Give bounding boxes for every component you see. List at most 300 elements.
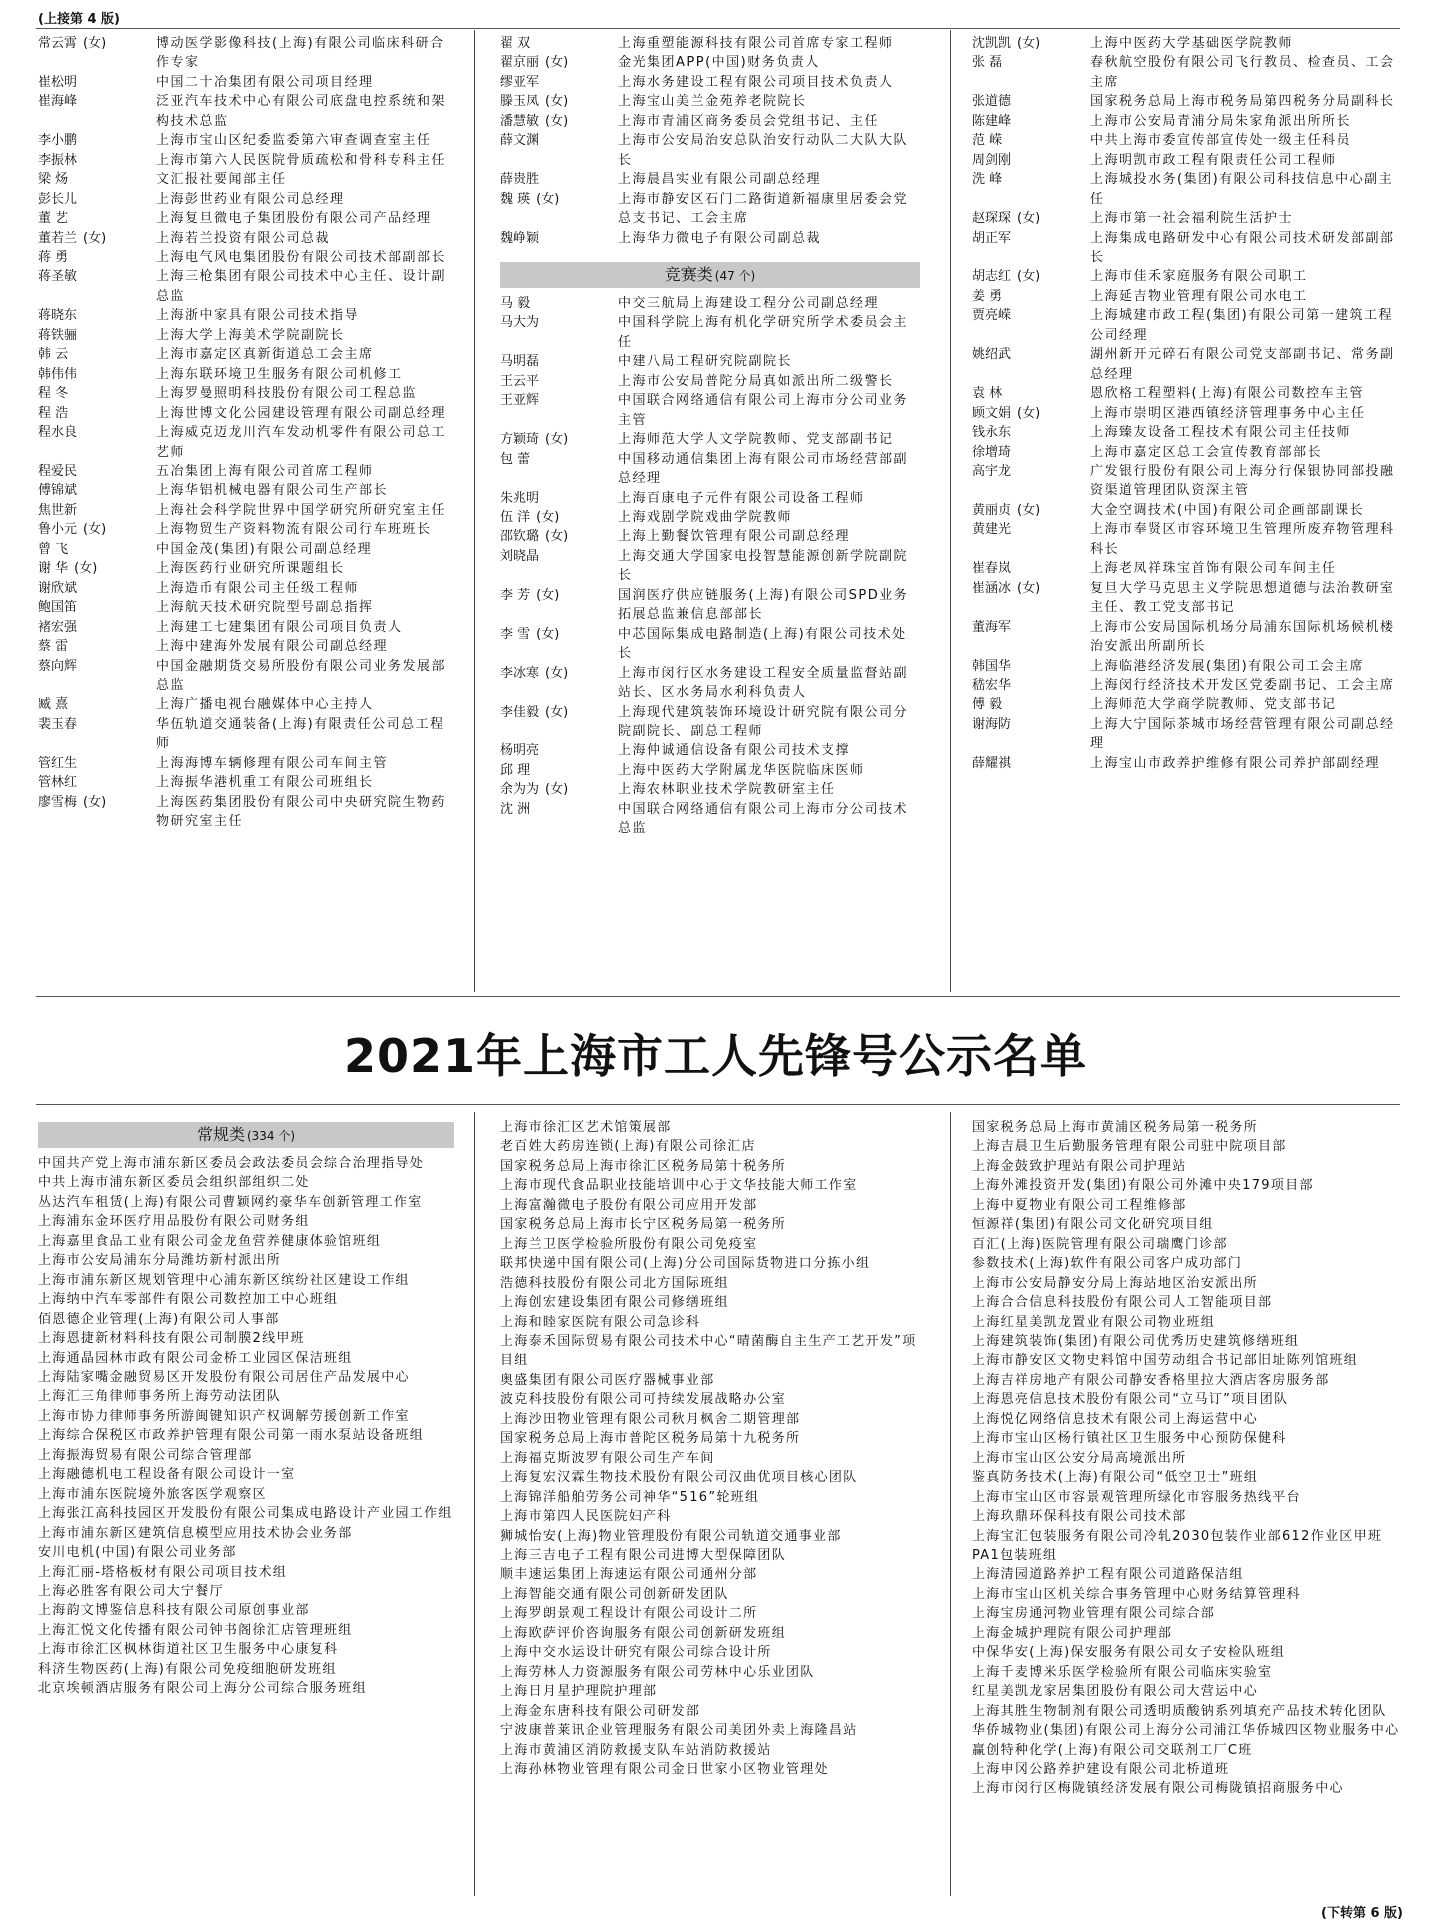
honoree-name-cell [500,741,618,760]
honoree-name-cell [972,34,1090,53]
team-entry: 上海市第四人民医院妇产科 [500,1509,672,1525]
team-entry: 上海韵文博鉴信息科技有限公司原创事业部 [38,1603,310,1619]
honoree-name-cell [500,294,618,313]
team-entry: 顺丰速运集团上海速运有限公司通州分部 [500,1567,758,1583]
honoree-name-cell [38,540,156,559]
honoree-gender: (女) [545,704,569,720]
honoree-name-cell [38,190,156,209]
honoree-name: 周剑刚 [972,152,1012,168]
honoree-title: 中国二十冶集团有限公司项目经理 [156,74,374,90]
honoree-name-cell [38,92,156,131]
honoree-title: 上海重塑能源科技有限公司首席专家工程师 [618,36,894,51]
team-entry: 上海市宝山区杨行镇社区卫生服务中心预防保健科 [972,1431,1287,1447]
honoree-name-cell [972,657,1090,676]
team-entry: 上海汇三角律师事务所上海劳动法团队 [38,1389,282,1405]
honoree-entry [972,404,1400,423]
team-entry: 恒源祥(集团)有限公司文化研究项目组 [972,1217,1214,1233]
honoree-title: 上海物贸生产资料物流有限公司行车班班长 [156,522,432,538]
honoree-name-cell [38,773,156,792]
team-entry: 上海市宝山区公安分局高境派出所 [972,1450,1187,1466]
section-count: (334 个) [246,1129,296,1143]
honoree-name: 裴玉春 [38,716,78,732]
team-entry: 上海千麦博米乐医学检验所有限公司临床实验室 [972,1664,1273,1680]
honoree-name: 傅锦斌 [38,483,78,499]
honoree-title: 上海明凯市政工程有限责任公司工程师 [1090,152,1337,168]
honoree-name: 管林红 [38,775,78,791]
column-divider [950,30,951,992]
team-entry: 上海市协力律师事务所游闽键知识产权调解劳援创新工作室 [38,1408,410,1424]
honoree-name: 董若兰 [38,230,78,246]
section-count: (47 个) [714,268,756,283]
honoree-title: 上海彭世药业有限公司总经理 [156,191,345,207]
team-entry: 波克科技股份有限公司可持续发展战略办公室 [500,1392,787,1408]
honoree-title: 中国金茂(集团)有限公司副总经理 [156,541,373,557]
honoree-entry [972,112,1400,131]
honoree-entry [38,190,454,209]
honoree-name-cell [972,695,1090,714]
honoree-name: 魏 瑛 [500,191,531,207]
section-header-contest [500,262,920,288]
honoree-name-cell [38,306,156,325]
honoree-name-cell [972,501,1090,520]
honoree-name-cell [972,267,1090,286]
honoree-title: 上海罗曼照明科技股份有限公司工程总监 [156,386,418,402]
top-column-2 [500,34,920,839]
honoree-name-cell [500,170,618,189]
honoree-gender: (女) [545,55,569,71]
honoree-name: 马大为 [500,315,540,331]
team-entry: 上海兰卫医学检验所股份有限公司免疫室 [500,1236,758,1252]
honoree-title: 上海市宝山区纪委监委第六审查调查室主任 [156,133,432,149]
honoree-name-cell [500,131,618,170]
honoree-name-cell [38,754,156,773]
team-entry: 鉴真防务技术(上海)有限公司“低空卫士”班组 [972,1470,1259,1486]
honoree-entry [972,151,1400,170]
honoree-name-cell [972,423,1090,442]
honoree-entry [972,306,1400,345]
honoree-name: 翟京丽 [500,55,540,71]
honoree-name: 胡志红 [972,269,1012,285]
honoree-name: 高宇龙 [972,463,1012,479]
honoree-name: 管红生 [38,755,78,771]
honoree-name: 黄丽贞 [972,502,1012,518]
honoree-title: 上海电气风电集团股份有限公司技术部副部长 [156,249,447,265]
honoree-gender: (女) [1017,36,1041,51]
honoree-name-cell [38,559,156,578]
honoree-entry [500,664,920,703]
team-entry: 上海三吉电子工程有限公司进博大型保障团队 [500,1547,787,1563]
honoree-title: 博动医学影像科技(上海)有限公司临床科研合作专家 [156,36,445,71]
honoree-title: 上海师范大学人文学院教师、党支部副书记 [618,432,894,448]
honoree-name: 马 毅 [500,295,531,311]
honoree-name: 黄建光 [972,522,1012,538]
team-entry: 奥盛集团有限公司医疗器械事业部 [500,1372,715,1388]
team-entry: 上海市浦东医院境外旅客医学观察区 [38,1486,267,1502]
honoree-entry [972,462,1400,501]
team-entry: 中共上海市浦东新区委员会组织部组织二处 [38,1175,310,1191]
team-entry: 上海金城护理院有限公司护理部 [972,1625,1173,1641]
honoree-name-cell [500,372,618,391]
honoree-entry [500,527,920,546]
honoree-title: 上海戏剧学院戏曲学院教师 [618,509,793,525]
honoree-name-cell [972,151,1090,170]
team-entry: 上海宝汇包装服务有限公司冷轧2030包装作业部612作业区甲班PA1包装班组 [972,1528,1383,1563]
honoree-title: 中共上海市委宣传部宣传处一级主任科员 [1090,133,1352,149]
honoree-name-cell [38,73,156,92]
honoree-title: 上海临港经济发展(集团)有限公司工会主席 [1090,658,1365,674]
honoree-name-cell [500,508,618,527]
honoree-gender: (女) [83,522,107,538]
team-entry: 上海市公安局静安分局上海站地区治安派出所 [972,1275,1259,1291]
honoree-entry [500,131,920,170]
honoree-entry [972,34,1400,53]
team-entry: 国家税务总局上海市徐汇区税务局第十税务所 [500,1158,787,1174]
honoree-title: 上海华力微电子有限公司副总裁 [618,230,822,246]
honoree-gender: (女) [74,561,98,577]
honoree-name-cell [38,248,156,267]
honoree-title: 上海若兰投资有限公司总裁 [156,230,331,246]
honoree-name-cell [38,793,156,832]
honoree-name: 程水良 [38,425,78,441]
honoree-gender: (女) [545,113,569,129]
honoree-name-cell [38,657,156,696]
team-entry: 上海汇丽-塔格板材有限公司项目技术组 [38,1564,288,1580]
honoree-name-cell [500,489,618,508]
team-entry: 上海市徐汇区枫林街道社区卫生服务中心康复科 [38,1642,339,1658]
middle-rule [36,996,1400,997]
honoree-name-cell [38,151,156,170]
honoree-name: 蔡 雷 [38,639,69,655]
honoree-name-cell [972,715,1090,754]
team-entry: 上海罗朗景观工程设计有限公司设计二所 [500,1606,758,1622]
honoree-name-cell [500,313,618,352]
honoree-title: 中国移动通信集团上海有限公司市场经营部副总经理 [618,451,909,487]
honoree-gender: (女) [545,432,569,448]
team-entry: 上海市浦东新区规划管理中心浦东新区缤纷社区建设工作组 [38,1272,410,1288]
team-entry: 上海融德机电工程设备有限公司设计一室 [38,1467,296,1483]
honoree-name: 胡正军 [972,230,1012,246]
honoree-name: 缪亚军 [500,74,540,90]
honoree-name: 鲍国笛 [38,600,78,616]
honoree-name-cell [500,547,618,586]
honoree-name: 魏峥颖 [500,230,540,246]
honoree-title: 上海集成电路研发中心有限公司技术研发部副部长 [1090,230,1395,265]
honoree-title: 上海宝山美兰金苑养老院院长 [618,94,807,110]
honoree-title: 上海城投水务(集团)有限公司科技信息中心副主任 [1090,172,1394,207]
honoree-name: 张道德 [972,94,1012,110]
honoree-entry [38,501,454,520]
honoree-name-cell [38,462,156,481]
honoree-entry [972,209,1400,228]
honoree-title: 上海市奉贤区市容环境卫生管理所废弃物管理科科长 [1090,522,1395,557]
honoree-name: 袁 林 [972,386,1003,402]
honoree-name-cell [38,520,156,539]
team-entry: 上海和睦家医院有限公司急诊科 [500,1314,701,1330]
honoree-title: 上海城建市政工程(集团)有限公司第一建筑工程公司经理 [1090,308,1394,343]
honoree-name: 蒋晓东 [38,308,78,324]
team-entry: 上海市现代食品职业技能培训中心于文华技能大师工作室 [500,1178,858,1194]
honoree-title: 上海市第六人民医院骨质疏松和骨科专科主任 [156,152,447,168]
honoree-title: 上海广播电视台融媒体中心主持人 [156,697,374,713]
honoree-name: 傅 毅 [972,697,1003,713]
team-entry: 上海创宏建设集团有限公司修缮班组 [500,1295,729,1311]
honoree-entry [500,313,920,352]
honoree-name-cell [38,598,156,617]
honoree-title: 上海医药行业研究所课题组长 [156,561,345,577]
team-entry: 上海市宝山区市容景观管理所绿化市容服务热线平台 [972,1489,1301,1505]
honoree-title: 上海中建海外发展有限公司副总经理 [156,639,389,655]
honoree-entry [38,365,454,384]
honoree-name: 谢欣斌 [38,580,78,596]
honoree-name-cell [972,579,1090,618]
honoree-title: 泛亚汽车技术中心有限公司底盘电控系统和架构技术总监 [156,94,447,129]
honoree-title: 上海仲诚通信设备有限公司技术支撑 [618,743,851,759]
honoree-name-cell [38,481,156,500]
honoree-entry [38,520,454,539]
team-entry: 上海福克斯波罗有限公司生产车间 [500,1450,715,1466]
honoree-title: 上海市嘉定区真新街道总工会主席 [156,347,374,363]
honoree-entry [972,287,1400,306]
honoree-name-cell [38,209,156,228]
honoree-name: 彭长儿 [38,191,78,207]
honoree-name: 崔春岚 [972,561,1012,577]
honoree-name: 谢海防 [972,716,1012,732]
honoree-name-cell [38,423,156,462]
honoree-gender: (女) [536,509,560,525]
honoree-entry [38,92,454,131]
honoree-entry [500,547,920,586]
team-entry: 上海市宝山区机关综合事务管理中心财务结算管理科 [972,1586,1301,1602]
honoree-entry [972,423,1400,442]
honoree-name: 蔡向辉 [38,658,78,674]
team-entry: 上海劳林人力资源服务有限公司劳林中心乐业团队 [500,1664,815,1680]
honoree-entry [500,391,920,430]
honoree-entry [500,112,920,131]
honoree-gender: (女) [536,626,560,642]
honoree-title: 上海市静安区石门二路街道新福康里居委会党总支书记、工会主席 [618,191,909,227]
honoree-title: 中国金融期货交易所股份有限公司业务发展部总监 [156,658,447,693]
honoree-name-cell [38,715,156,754]
honoree-name-cell [972,229,1090,268]
honoree-title: 上海市闵行区水务建设工程安全质量监督站副站长、区水务局水利科负责人 [618,665,909,701]
honoree-name-cell [500,527,618,546]
honoree-title: 上海大学上海美术学院副院长 [156,327,345,343]
honoree-name-cell [38,579,156,598]
honoree-entry [500,780,920,799]
honoree-title: 上海农林职业技术学院教研室主任 [618,782,836,798]
honoree-gender: (女) [1017,580,1041,596]
team-entry: 上海红星美凯龙置业有限公司物业班组 [972,1314,1216,1330]
team-entry: 国家税务总局上海市普陀区税务局第十九税务所 [500,1431,801,1447]
honoree-title: 上海造币有限公司主任级工程师 [156,580,360,596]
honoree-entry [972,579,1400,618]
honoree-name-cell [972,559,1090,578]
honoree-name: 程 浩 [38,405,69,421]
team-entry: 安川电机(中国)有限公司业务部 [38,1545,237,1561]
team-entry: 上海吉祥房地产有限公司静安香格里拉大酒店客房服务部 [972,1372,1330,1388]
honoree-entry [38,773,454,792]
honoree-name: 洗 峰 [972,172,1003,188]
honoree-name: 董海军 [972,619,1012,635]
team-entry: 上海泰禾国际贸易有限公司技术中心“晴菌酶自主生产工艺开发”项目组 [500,1333,917,1369]
honoree-name: 朱兆明 [500,490,540,506]
team-entry: 上海恩亮信息技术股份有限公司“立马订”项目团队 [972,1392,1289,1408]
honoree-name: 焦世新 [38,502,78,518]
honoree-entry [38,754,454,773]
honoree-title: 上海交通大学国家电投智慧能源创新学院副院长 [618,548,909,584]
honoree-name: 韩伟伟 [38,366,78,382]
team-entry: 上海市公安局浦东分局潍坊新村派出所 [38,1253,282,1269]
team-entry: 上海富瀚微电子股份有限公司应用开发部 [500,1197,758,1213]
honoree-name: 董 艺 [38,211,69,227]
honoree-title: 上海市崇明区港西镇经济管理事务中心主任 [1090,405,1366,421]
honoree-name-cell [500,703,618,742]
honoree-name-cell [500,391,618,430]
honoree-name: 蒋圣敏 [38,269,78,285]
continued-from-note: (上接第 4 版) [38,12,120,27]
top-rule [36,28,1400,29]
honoree-entry [972,676,1400,695]
team-entry: 参数技术(上海)软件有限公司客户成功部门 [972,1256,1243,1272]
honoree-name-cell [38,229,156,248]
honoree-gender: (女) [1017,269,1041,285]
honoree-title: 上海延吉物业管理有限公司水电工 [1090,288,1308,304]
honoree-name: 顾文娟 [972,405,1012,421]
honoree-name: 陈建峰 [972,113,1012,129]
team-entry: 上海日月星护理院护理部 [500,1684,658,1700]
honoree-entry [38,326,454,345]
honoree-title: 华伍轨道交通装备(上海)有限责任公司总工程师 [156,716,445,752]
team-entry: 上海悦亿网络信息技术有限公司上海运营中心 [972,1411,1259,1427]
honoree-entry [972,131,1400,150]
honoree-title: 上海市第一社会福利院生活护士 [1090,211,1294,227]
team-entry: 上海必胜客有限公司大宁餐厅 [38,1583,224,1599]
honoree-name-cell [972,676,1090,695]
section-title: 常规类 [196,1125,245,1144]
honoree-entry [972,384,1400,403]
honoree-name: 张 磊 [972,55,1003,71]
honoree-name-cell [500,92,618,111]
team-entry: 上海沙田物业管理有限公司秋月枫舍二期管理部 [500,1411,801,1427]
honoree-name-cell [972,92,1090,111]
honoree-entry [972,715,1400,754]
honoree-name: 方颖琦 [500,432,540,448]
honoree-entry [972,695,1400,714]
honoree-name: 邱 理 [500,762,531,778]
honoree-entry [38,715,454,754]
honoree-title: 上海建工七建集团有限公司项目负责人 [156,619,403,635]
honoree-title: 湖州新开元碎石有限公司党支部副书记、常务副总经理 [1090,347,1395,382]
honoree-name: 李振林 [38,152,78,168]
honoree-name: 蒋 勇 [38,249,69,265]
honoree-entry [38,267,454,306]
honoree-name: 梁 炀 [38,172,69,188]
honoree-name: 钱永东 [972,425,1012,441]
honoree-name: 韩国华 [972,658,1012,674]
honoree-entry [500,430,920,449]
honoree-entry [500,703,920,742]
honoree-entry [38,384,454,403]
honoree-title: 中建八局工程研究院副院长 [618,354,793,370]
honoree-name-cell [972,618,1090,657]
honoree-entry [38,637,454,656]
honoree-name: 嵇宏华 [972,677,1012,693]
honoree-title: 上海医药集团股份有限公司中央研究院生物药物研究室主任 [156,794,447,830]
honoree-title: 上海晨昌实业有限公司副总经理 [618,172,822,188]
honoree-name-cell [38,384,156,403]
honoree-name: 程 冬 [38,386,69,402]
honoree-title: 上海市佳禾家庭服务有限公司职工 [1090,269,1308,285]
honoree-name: 谢 华 [38,561,69,577]
honoree-name: 邵钦璐 [500,529,540,545]
honoree-title: 上海闵行经济技术开发区党委副书记、工会主席 [1090,677,1395,693]
team-entry: 上海通晶园林市政有限公司金桥工业园区保洁班组 [38,1350,353,1366]
honoree-entry [38,618,454,637]
team-entry: 上海振海贸易有限公司综合管理部 [38,1447,253,1463]
honoree-name-cell [500,53,618,72]
team-entry: 上海市徐汇区艺术馆策展部 [500,1120,672,1135]
honoree-title: 上海浙中家具有限公司技术指导 [156,308,360,324]
honoree-entry [500,34,920,53]
honoree-title: 上海市青浦区商务委员会党组书记、主任 [618,113,880,129]
honoree-title: 上海中医药大学附属龙华医院临床医师 [618,762,865,778]
honoree-name-cell [972,306,1090,345]
honoree-title: 中交三航局上海建设工程分公司副总经理 [618,295,880,311]
team-entry: 上海陆家嘴金融贸易区开发股份有限公司居住产品发展中心 [38,1369,410,1385]
honoree-gender: (女) [83,36,107,51]
team-entry: 上海智能交通有限公司创新研发团队 [500,1586,729,1602]
honoree-entry [972,170,1400,209]
team-entry: 上海中夏物业有限公司工程维修部 [972,1197,1187,1213]
honoree-title: 上海百康电子元件有限公司设备工程师 [618,490,865,506]
honoree-entry [38,793,454,832]
honoree-name-cell [972,287,1090,306]
team-entry: 联邦快递中国有限公司(上海)分公司国际货物进口分拣小组 [500,1256,871,1272]
honoree-entry [38,73,454,92]
honoree-entry [500,741,920,760]
team-entry: 上海纳中汽车零部件有限公司数控加工中心班组 [38,1292,339,1308]
honoree-entry [500,800,920,839]
honoree-entry [500,294,920,313]
honoree-entry [972,559,1400,578]
team-entry: 佰恩德企业管理(上海)有限公司人事部 [38,1311,280,1327]
honoree-entry [500,229,920,248]
honoree-title: 上海老凤祥珠宝首饰有限公司车间主任 [1090,561,1337,577]
honoree-entry [38,657,454,696]
page-title: 2021年上海市工人先锋号公示名单 [343,1029,1088,1083]
honoree-name-cell [972,462,1090,501]
bottom-column-3 [972,1118,1400,1799]
honoree-name-cell [972,53,1090,92]
honoree-name: 崔松明 [38,74,78,90]
team-entry: 中国共产党上海市浦东新区委员会政法委员会综合治理指导处 [38,1156,425,1171]
honoree-name-cell [38,618,156,637]
honoree-entry [972,345,1400,384]
honoree-name-cell [38,131,156,150]
honoree-entry [38,462,454,481]
top-column-3 [972,34,1400,773]
honoree-name: 李 雪 [500,626,531,642]
team-entry: 上海外滩投资开发(集团)有限公司外滩中央179项目部 [972,1178,1314,1194]
honoree-gender: (女) [536,587,560,603]
honoree-entry [38,131,454,150]
honoree-entry [972,229,1400,268]
team-entry: 上海综合保税区市政养护管理有限公司第一雨水泵站设备班组 [38,1428,425,1444]
honoree-title: 文汇报社要闻部主任 [156,172,287,188]
honoree-gender: (女) [1017,502,1041,518]
honoree-title: 上海市公安局国际机场分局浦东国际机场候机楼治安派出所副所长 [1090,619,1395,655]
section-header-regular [38,1122,454,1148]
